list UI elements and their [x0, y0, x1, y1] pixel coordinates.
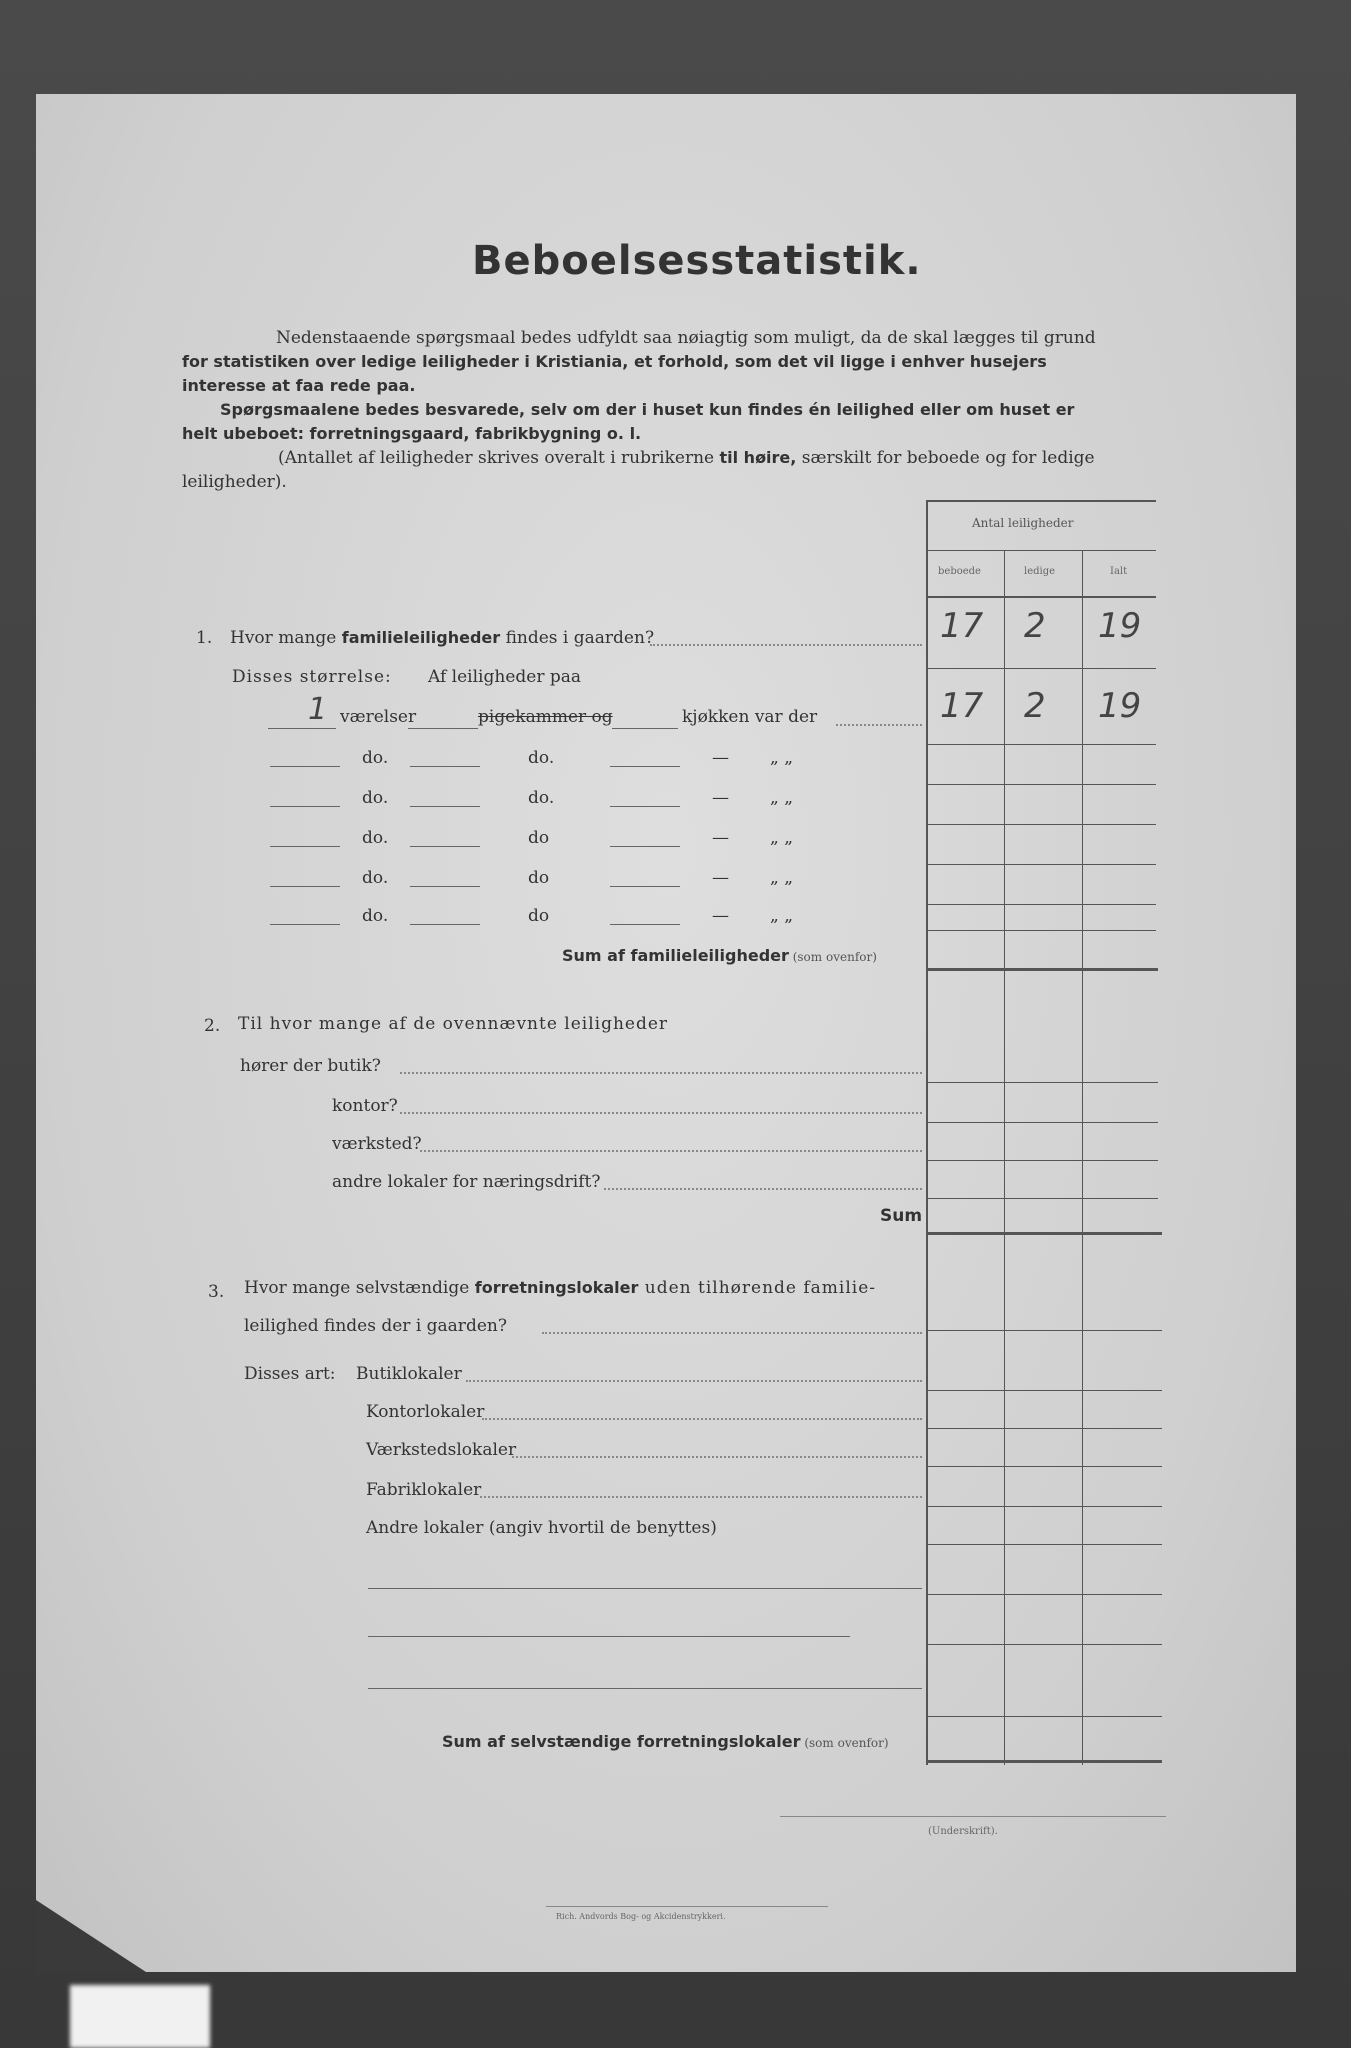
q2-butik: hører der butik? [240, 1056, 381, 1076]
q3-question-2: leilighed findes der i gaarden? [244, 1316, 507, 1336]
col-header-ledige: ledige [1024, 566, 1056, 577]
q3-write-line-3 [368, 1688, 922, 1689]
table-group-header: Antal leiligheder [972, 516, 1074, 530]
q1-row1-ledige: 2 [1024, 686, 1046, 726]
q2-question: Til hvor mange af de ovennævnte leiligheder [238, 1014, 669, 1034]
q2-sum-rule [926, 1232, 1162, 1235]
table-col-rule-1 [1004, 550, 1005, 1765]
light-glare [70, 1985, 210, 2048]
table-col-rule-2 [1082, 550, 1083, 1765]
q3-question: Hvor mange selvstændige forretningslokaler uden tilhørende familie- [244, 1278, 877, 1298]
q1-row1-ialt: 19 [1098, 686, 1142, 726]
q3-kontor: Kontorlokaler [366, 1402, 485, 1422]
intro-line-4: Spørgsmaalene bedes besvarede, selv om der i huset kun findes én leilighed eller om huset er [220, 400, 1075, 419]
printer-rule [546, 1906, 828, 1907]
q1-question: Hvor mange familieleiligheder findes i gaarden? [230, 628, 655, 648]
q2-sum: Sum [880, 1206, 923, 1226]
q3-art-label: Disses art: [244, 1364, 336, 1384]
intro-line-2: for statistiken over ledige leiligheder i Kristiania, et forhold, som det vil ligge i enhver husejers [182, 352, 1047, 371]
printer-imprint: Rich. Andvords Bog- og Akcidenstrykkeri. [556, 1912, 726, 1921]
col-header-ialt: Ialt [1110, 566, 1128, 577]
q2-kontor: kontor? [332, 1096, 398, 1116]
intro-line-5: helt ubeboet: forretningsgaard, fabrikbygning o. l. [182, 424, 642, 443]
page-title: Beboelsesstatistik. [472, 238, 922, 284]
q3-vaerksted: Værkstedslokaler [366, 1440, 517, 1460]
q1-row1-kjokken: kjøkken var der [682, 707, 818, 727]
q1-number: 1. [196, 628, 213, 648]
signature-line [780, 1816, 1166, 1817]
intro-line-3: interesse at faa rede paa. [182, 376, 416, 395]
q2-andre: andre lokaler for næringsdrift? [332, 1172, 601, 1192]
intro-line-6: (Antallet af leiligheder skrives overalt i rubrikerne til høire, særskilt for beboede og for ledige [278, 448, 1095, 468]
signature-label: (Underskrift). [928, 1826, 998, 1837]
paper-corner [36, 1900, 146, 1972]
table-top-rule [926, 500, 1156, 502]
q1-sum: Sum af familieleiligheder (som ovenfor) [562, 946, 877, 965]
col-header-beboede: beboede [938, 566, 981, 577]
q3-andre: Andre lokaler (angiv hvortil de benyttes) [366, 1518, 717, 1538]
q3-sum-rule [926, 1760, 1162, 1763]
q1-sum-rule [926, 968, 1158, 971]
q1-row1-vaerelser: værelser [340, 707, 417, 727]
q3-write-line-1 [368, 1588, 922, 1589]
q3-butik: Butiklokaler [356, 1364, 462, 1384]
q1-sizes-label: Disses størrelse: [232, 667, 392, 687]
q3-number: 3. [208, 1282, 225, 1302]
table-subheader-rule [926, 596, 1156, 598]
q3-write-line-2 [368, 1636, 850, 1637]
q2-vaerksted: værksted? [332, 1134, 422, 1154]
q3-fabrik: Fabriklokaler [366, 1480, 482, 1500]
table-left-rule [926, 500, 928, 1765]
q1-row1-pigekammer: pigekammer og [478, 707, 613, 727]
q1-row1-rooms: 1 [308, 692, 328, 727]
intro-line-1: Nedenstaaende spørgsmaal bedes udfyldt saa nøiagtig som muligt, da de skal lægges til grund [276, 328, 1096, 348]
q1-answer-ialt: 19 [1098, 606, 1142, 646]
q3-sum: Sum af selvstændige forretningslokaler (som ovenfor) [442, 1732, 889, 1751]
intro-line-7: leiligheder). [182, 472, 287, 492]
q1-row1-beboede: 17 [940, 686, 984, 726]
table-header-rule [926, 550, 1156, 551]
q1-answer-ledige: 2 [1024, 606, 1046, 646]
q1-sizes-label-2: Af leiligheder paa [428, 667, 581, 687]
q2-number: 2. [204, 1016, 221, 1036]
q1-answer-beboede: 17 [940, 606, 984, 646]
